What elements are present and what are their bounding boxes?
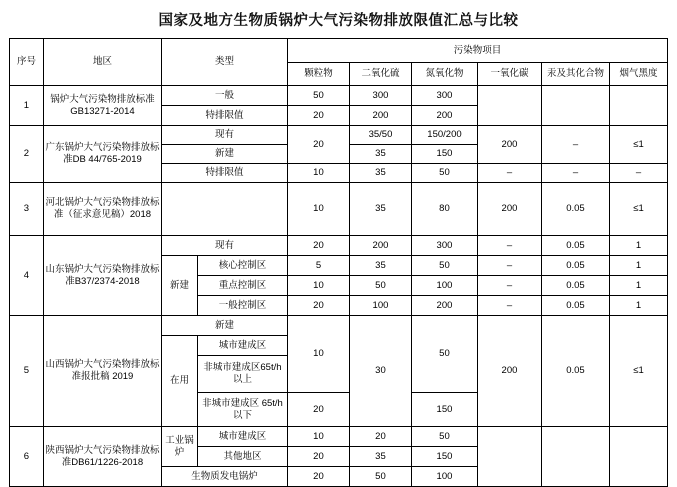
cell-particulate: 10 bbox=[287, 276, 349, 296]
cell-co: – bbox=[477, 164, 541, 183]
cell-co: – bbox=[477, 236, 541, 256]
cell-mercury: 0.05 bbox=[541, 296, 609, 316]
cell-so2: 100 bbox=[349, 296, 411, 316]
cell-nox: 200 bbox=[411, 106, 477, 126]
cell-particulate: 5 bbox=[287, 256, 349, 276]
row-type: 非城市建成区65t/h以上 bbox=[197, 356, 287, 393]
cell-mercury: 0.05 bbox=[541, 276, 609, 296]
cell-nox: 150 bbox=[411, 145, 477, 164]
cell-smoke: 1 bbox=[609, 296, 667, 316]
cell-mercury: 0.05 bbox=[541, 236, 609, 256]
cell-so2: 35/50 bbox=[349, 126, 411, 145]
cell-smoke: – bbox=[609, 164, 667, 183]
row-type: 特排限值 bbox=[161, 164, 287, 183]
cell-co bbox=[477, 427, 541, 487]
cell-so2: 300 bbox=[349, 86, 411, 106]
cell-smoke bbox=[609, 427, 667, 487]
cell-co: 200 bbox=[477, 126, 541, 164]
cell-co bbox=[477, 86, 541, 126]
cell-particulate: 10 bbox=[287, 164, 349, 183]
row-region: 陕西锅炉大气污染物排放标准DB61/1226-2018 bbox=[43, 427, 161, 487]
cell-particulate: 20 bbox=[287, 236, 349, 256]
cell-mercury: – bbox=[541, 126, 609, 164]
cell-nox: 300 bbox=[411, 236, 477, 256]
cell-smoke: 1 bbox=[609, 276, 667, 296]
row-index: 3 bbox=[9, 183, 43, 236]
cell-smoke: 1 bbox=[609, 236, 667, 256]
table-row bbox=[9, 86, 667, 106]
table-row bbox=[9, 236, 667, 256]
cell-nox: 50 bbox=[411, 164, 477, 183]
header-pollutant-mercury: 汞及其化合物 bbox=[541, 63, 609, 86]
row-type: 一般控制区 bbox=[197, 296, 287, 316]
row-index: 1 bbox=[9, 86, 43, 126]
row-type: 核心控制区 bbox=[197, 256, 287, 276]
cell-so2: 200 bbox=[349, 106, 411, 126]
row-index: 6 bbox=[9, 427, 43, 487]
cell-nox: 80 bbox=[411, 183, 477, 236]
table-row bbox=[9, 427, 667, 447]
row-type: 重点控制区 bbox=[197, 276, 287, 296]
cell-smoke bbox=[609, 86, 667, 126]
row-region: 广东锅炉大气污染物排放标准DB 44/765-2019 bbox=[43, 126, 161, 183]
cell-co: 200 bbox=[477, 316, 541, 427]
cell-so2: 35 bbox=[349, 164, 411, 183]
row-type-group: 工业锅炉 bbox=[161, 427, 197, 467]
table-row bbox=[9, 316, 667, 336]
row-type: 新建 bbox=[161, 316, 287, 336]
cell-mercury: – bbox=[541, 164, 609, 183]
table-header-row-1 bbox=[9, 39, 667, 63]
cell-co: – bbox=[477, 276, 541, 296]
cell-particulate: 10 bbox=[287, 427, 349, 447]
cell-nox: 50 bbox=[411, 427, 477, 447]
cell-so2: 35 bbox=[349, 447, 411, 467]
cell-co: 200 bbox=[477, 183, 541, 236]
row-region: 山东锅炉大气污染物排放标准B37/2374-2018 bbox=[43, 236, 161, 316]
cell-particulate: 20 bbox=[287, 467, 349, 487]
emission-limits-table bbox=[9, 38, 668, 487]
row-type: 城市建成区 bbox=[197, 336, 287, 356]
cell-so2: 35 bbox=[349, 183, 411, 236]
row-index: 5 bbox=[9, 316, 43, 427]
header-pollutants-group: 污染物项目 bbox=[287, 39, 667, 63]
header-pollutant-so2: 二氧化硫 bbox=[349, 63, 411, 86]
header-pollutant-smoke: 烟气黑度 bbox=[609, 63, 667, 86]
cell-smoke: ≤1 bbox=[609, 316, 667, 427]
header-type: 类型 bbox=[161, 39, 287, 86]
cell-nox: 300 bbox=[411, 86, 477, 106]
cell-so2: 50 bbox=[349, 276, 411, 296]
row-type-group: 在用 bbox=[161, 336, 197, 427]
cell-particulate: 20 bbox=[287, 296, 349, 316]
header-index: 序号 bbox=[9, 39, 43, 86]
cell-nox: 150/200 bbox=[411, 126, 477, 145]
cell-so2: 200 bbox=[349, 236, 411, 256]
row-type: 现有 bbox=[161, 236, 287, 256]
cell-nox: 100 bbox=[411, 276, 477, 296]
cell-nox: 50 bbox=[411, 256, 477, 276]
cell-so2: 50 bbox=[349, 467, 411, 487]
table-row bbox=[9, 183, 667, 236]
cell-particulate: 20 bbox=[287, 106, 349, 126]
cell-mercury: 0.05 bbox=[541, 256, 609, 276]
row-region: 锅炉大气污染物排放标准GB13271-2014 bbox=[43, 86, 161, 126]
header-pollutant-co: 一氧化碳 bbox=[477, 63, 541, 86]
cell-particulate: 20 bbox=[287, 447, 349, 467]
cell-co: – bbox=[477, 256, 541, 276]
cell-co: – bbox=[477, 296, 541, 316]
cell-particulate: 20 bbox=[287, 393, 349, 427]
row-index: 2 bbox=[9, 126, 43, 183]
row-type-group: 新建 bbox=[161, 256, 197, 316]
row-type: 其他地区 bbox=[197, 447, 287, 467]
cell-nox: 200 bbox=[411, 296, 477, 316]
row-index: 4 bbox=[9, 236, 43, 316]
page-title: 国家及地方生物质锅炉大气污染物排放限值汇总与比较 bbox=[158, 13, 519, 29]
row-type: 城市建成区 bbox=[197, 427, 287, 447]
header-pollutant-particulate: 颗粒物 bbox=[287, 63, 349, 86]
cell-so2: 35 bbox=[349, 256, 411, 276]
cell-nox: 150 bbox=[411, 393, 477, 427]
cell-particulate: 50 bbox=[287, 86, 349, 106]
cell-particulate: 10 bbox=[287, 316, 349, 393]
row-type: 新建 bbox=[161, 145, 287, 164]
header-region: 地区 bbox=[43, 39, 161, 86]
cell-smoke: ≤1 bbox=[609, 183, 667, 236]
cell-smoke: ≤1 bbox=[609, 126, 667, 164]
cell-nox: 50 bbox=[411, 316, 477, 393]
cell-particulate: 10 bbox=[287, 183, 349, 236]
cell-so2: 20 bbox=[349, 427, 411, 447]
header-pollutant-nox: 氮氧化物 bbox=[411, 63, 477, 86]
row-region: 河北锅炉大气污染物排放标准（征求意见稿）2018 bbox=[43, 183, 161, 236]
row-type: 一般 bbox=[161, 86, 287, 106]
row-type: 非城市建成区 65t/h 以下 bbox=[197, 393, 287, 427]
cell-mercury bbox=[541, 427, 609, 487]
cell-so2: 30 bbox=[349, 316, 411, 427]
cell-particulate: 20 bbox=[287, 126, 349, 164]
cell-smoke: 1 bbox=[609, 256, 667, 276]
cell-mercury bbox=[541, 86, 609, 126]
row-type: 特排限值 bbox=[161, 106, 287, 126]
cell-nox: 150 bbox=[411, 447, 477, 467]
cell-nox: 100 bbox=[411, 467, 477, 487]
cell-mercury: 0.05 bbox=[541, 183, 609, 236]
cell-mercury: 0.05 bbox=[541, 316, 609, 427]
row-type bbox=[161, 183, 287, 236]
table-row bbox=[9, 126, 667, 145]
cell-so2: 35 bbox=[349, 145, 411, 164]
row-type: 生物质发电锅炉 bbox=[161, 467, 287, 487]
row-type: 现有 bbox=[161, 126, 287, 145]
row-region: 山西锅炉大气污染物排放标准报批稿 2019 bbox=[43, 316, 161, 427]
